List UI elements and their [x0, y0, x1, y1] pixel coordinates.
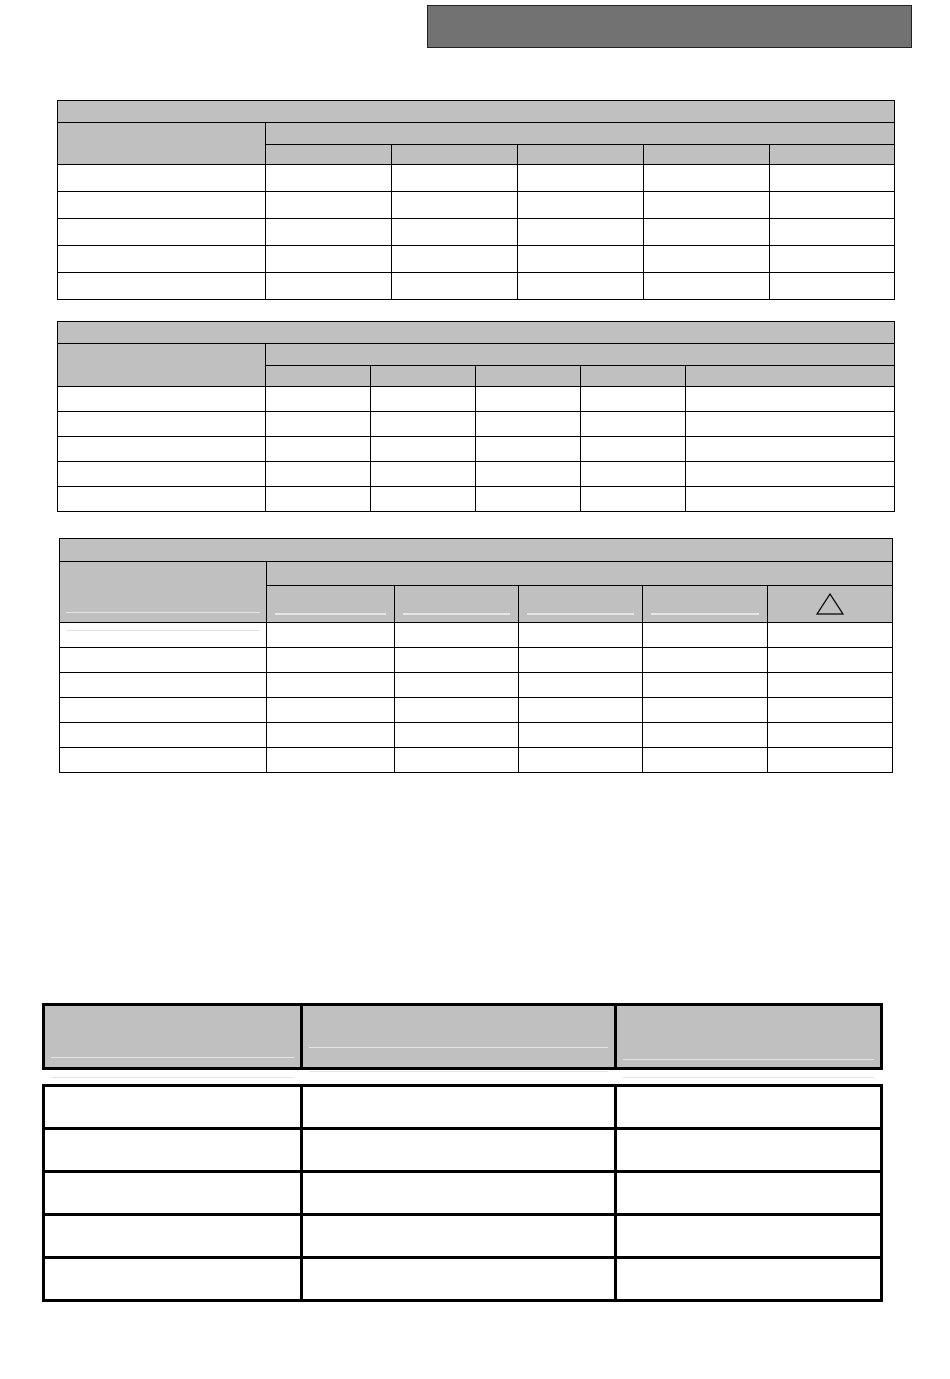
table-cell — [768, 698, 893, 723]
column-header — [266, 145, 392, 165]
table-cell — [686, 462, 895, 487]
table-cell — [267, 748, 395, 773]
table-cell — [266, 273, 392, 300]
table-cell — [60, 673, 267, 698]
table-cell — [644, 246, 770, 273]
table-cell — [616, 1258, 882, 1301]
table-cell — [266, 412, 371, 437]
row-header-cell — [58, 344, 266, 387]
table-cell — [644, 219, 770, 246]
table-cell — [60, 648, 267, 673]
table-cell — [519, 748, 643, 773]
table-cell — [518, 246, 644, 273]
table-cell — [519, 673, 643, 698]
table-cell — [768, 623, 893, 648]
column-header — [768, 586, 893, 623]
table-row — [58, 412, 895, 437]
table-cell — [58, 462, 266, 487]
table-cell — [395, 673, 519, 698]
column-header — [267, 586, 395, 623]
table-cell — [371, 462, 476, 487]
table-cell — [581, 412, 686, 437]
column-header — [616, 1005, 882, 1069]
table-cell — [686, 387, 895, 412]
table-row — [58, 387, 895, 412]
table-cell — [616, 1172, 882, 1215]
table-cell — [44, 1086, 302, 1129]
column-header — [643, 586, 768, 623]
table-cell — [267, 723, 395, 748]
table-cell — [392, 219, 518, 246]
table-cell — [58, 387, 266, 412]
table-cell — [44, 1172, 302, 1215]
row-header-cell — [60, 562, 267, 623]
table-cell — [519, 648, 643, 673]
table-cell — [302, 1215, 616, 1258]
table-cell — [58, 219, 266, 246]
table-cell — [770, 273, 895, 300]
table-cell — [616, 1086, 882, 1129]
table-cell — [392, 165, 518, 192]
table-row — [60, 623, 893, 648]
table-cell — [686, 412, 895, 437]
table-row — [44, 1258, 882, 1301]
table-cell — [267, 648, 395, 673]
table-cell — [768, 648, 893, 673]
table-cell — [266, 387, 371, 412]
summary-table-body — [42, 1084, 883, 1302]
column-header — [644, 145, 770, 165]
table-row — [58, 192, 895, 219]
table-cell — [643, 748, 768, 773]
table-title-row — [60, 539, 893, 562]
table-title-row — [58, 322, 895, 344]
table-cell — [476, 487, 581, 512]
column-header — [44, 1005, 302, 1069]
table-row — [58, 273, 895, 300]
table-cell — [371, 487, 476, 512]
table-cell — [518, 273, 644, 300]
table-cell — [302, 1086, 616, 1129]
table-row — [60, 673, 893, 698]
table-cell — [266, 219, 392, 246]
summary-table-header — [42, 1003, 883, 1070]
table-cell — [395, 648, 519, 673]
column-header — [476, 366, 581, 387]
table-cell — [643, 623, 768, 648]
spec-table-2 — [57, 321, 895, 512]
table-cell — [58, 412, 266, 437]
page-header-bar — [427, 5, 912, 48]
table-cell — [302, 1258, 616, 1301]
column-header — [302, 1005, 616, 1069]
table-cell — [581, 437, 686, 462]
table-cell — [60, 698, 267, 723]
table-cell — [476, 387, 581, 412]
table-cell — [643, 698, 768, 723]
column-header — [395, 586, 519, 623]
column-header — [686, 366, 895, 387]
warning-triangle-icon — [815, 592, 845, 616]
table-cell — [266, 192, 392, 219]
table-cell — [371, 437, 476, 462]
table-cell — [266, 437, 371, 462]
table-cell — [644, 192, 770, 219]
table-cell — [581, 462, 686, 487]
table-cell — [267, 623, 395, 648]
table-row — [44, 1172, 882, 1215]
table-cell — [643, 723, 768, 748]
table-cell — [392, 192, 518, 219]
table-cell — [581, 387, 686, 412]
table-cell — [58, 246, 266, 273]
table-cell — [519, 698, 643, 723]
table-cell — [476, 412, 581, 437]
column-header — [392, 145, 518, 165]
table-row — [58, 165, 895, 192]
table-row — [44, 1086, 882, 1129]
column-header — [581, 366, 686, 387]
table-cell — [371, 387, 476, 412]
group-header-cell — [267, 562, 893, 586]
table-row — [58, 219, 895, 246]
table-cell — [518, 192, 644, 219]
table-cell — [267, 673, 395, 698]
table-cell — [768, 748, 893, 773]
row-header-cell — [58, 123, 266, 165]
table-cell — [476, 437, 581, 462]
table-row — [58, 487, 895, 512]
table-cell — [768, 723, 893, 748]
table-cell — [476, 462, 581, 487]
table-cell — [644, 273, 770, 300]
table-cell — [267, 698, 395, 723]
table-cell — [60, 748, 267, 773]
table-cell — [60, 723, 267, 748]
table-cell — [519, 623, 643, 648]
table-cell — [643, 648, 768, 673]
table-cell — [266, 462, 371, 487]
table-row — [60, 723, 893, 748]
group-header-cell — [266, 344, 895, 366]
column-header — [518, 145, 644, 165]
table-cell — [44, 1129, 302, 1172]
table-cell — [302, 1172, 616, 1215]
table-row — [58, 437, 895, 462]
table-cell — [58, 437, 266, 462]
table-cell — [770, 192, 895, 219]
table-cell — [395, 748, 519, 773]
table-cell — [58, 192, 266, 219]
table-cell — [58, 273, 266, 300]
table-cell — [616, 1215, 882, 1258]
table-cell — [768, 673, 893, 698]
table-cell — [44, 1258, 302, 1301]
table-cell — [686, 487, 895, 512]
table-cell — [395, 698, 519, 723]
table-cell — [266, 246, 392, 273]
table-cell — [60, 623, 267, 648]
table-cell — [44, 1215, 302, 1258]
table-cell — [644, 165, 770, 192]
table-cell — [392, 273, 518, 300]
column-header — [519, 586, 643, 623]
table-cell — [395, 723, 519, 748]
table-cell — [266, 165, 392, 192]
table-title-row — [58, 101, 895, 123]
table-cell — [58, 487, 266, 512]
table-row — [60, 698, 893, 723]
table-cell — [686, 437, 895, 462]
table-row — [58, 246, 895, 273]
group-header-cell — [266, 123, 895, 145]
table-cell — [395, 623, 519, 648]
table-cell — [770, 165, 895, 192]
spec-table-1 — [57, 100, 895, 300]
table-cell — [392, 246, 518, 273]
table-cell — [371, 412, 476, 437]
table-row — [44, 1129, 882, 1172]
table-cell — [616, 1129, 882, 1172]
table-cell — [518, 165, 644, 192]
table-cell — [519, 723, 643, 748]
table-row — [44, 1215, 882, 1258]
table-cell — [58, 165, 266, 192]
table-cell — [770, 246, 895, 273]
table-cell — [581, 487, 686, 512]
table-cell — [643, 673, 768, 698]
table-cell — [518, 219, 644, 246]
table-cell — [266, 487, 371, 512]
table-cell — [770, 219, 895, 246]
spec-table-3 — [59, 538, 893, 773]
column-header — [266, 366, 371, 387]
table-row — [60, 748, 893, 773]
column-header — [770, 145, 895, 165]
table-row — [58, 462, 895, 487]
table-cell — [302, 1129, 616, 1172]
table-row — [60, 648, 893, 673]
column-header — [371, 366, 476, 387]
